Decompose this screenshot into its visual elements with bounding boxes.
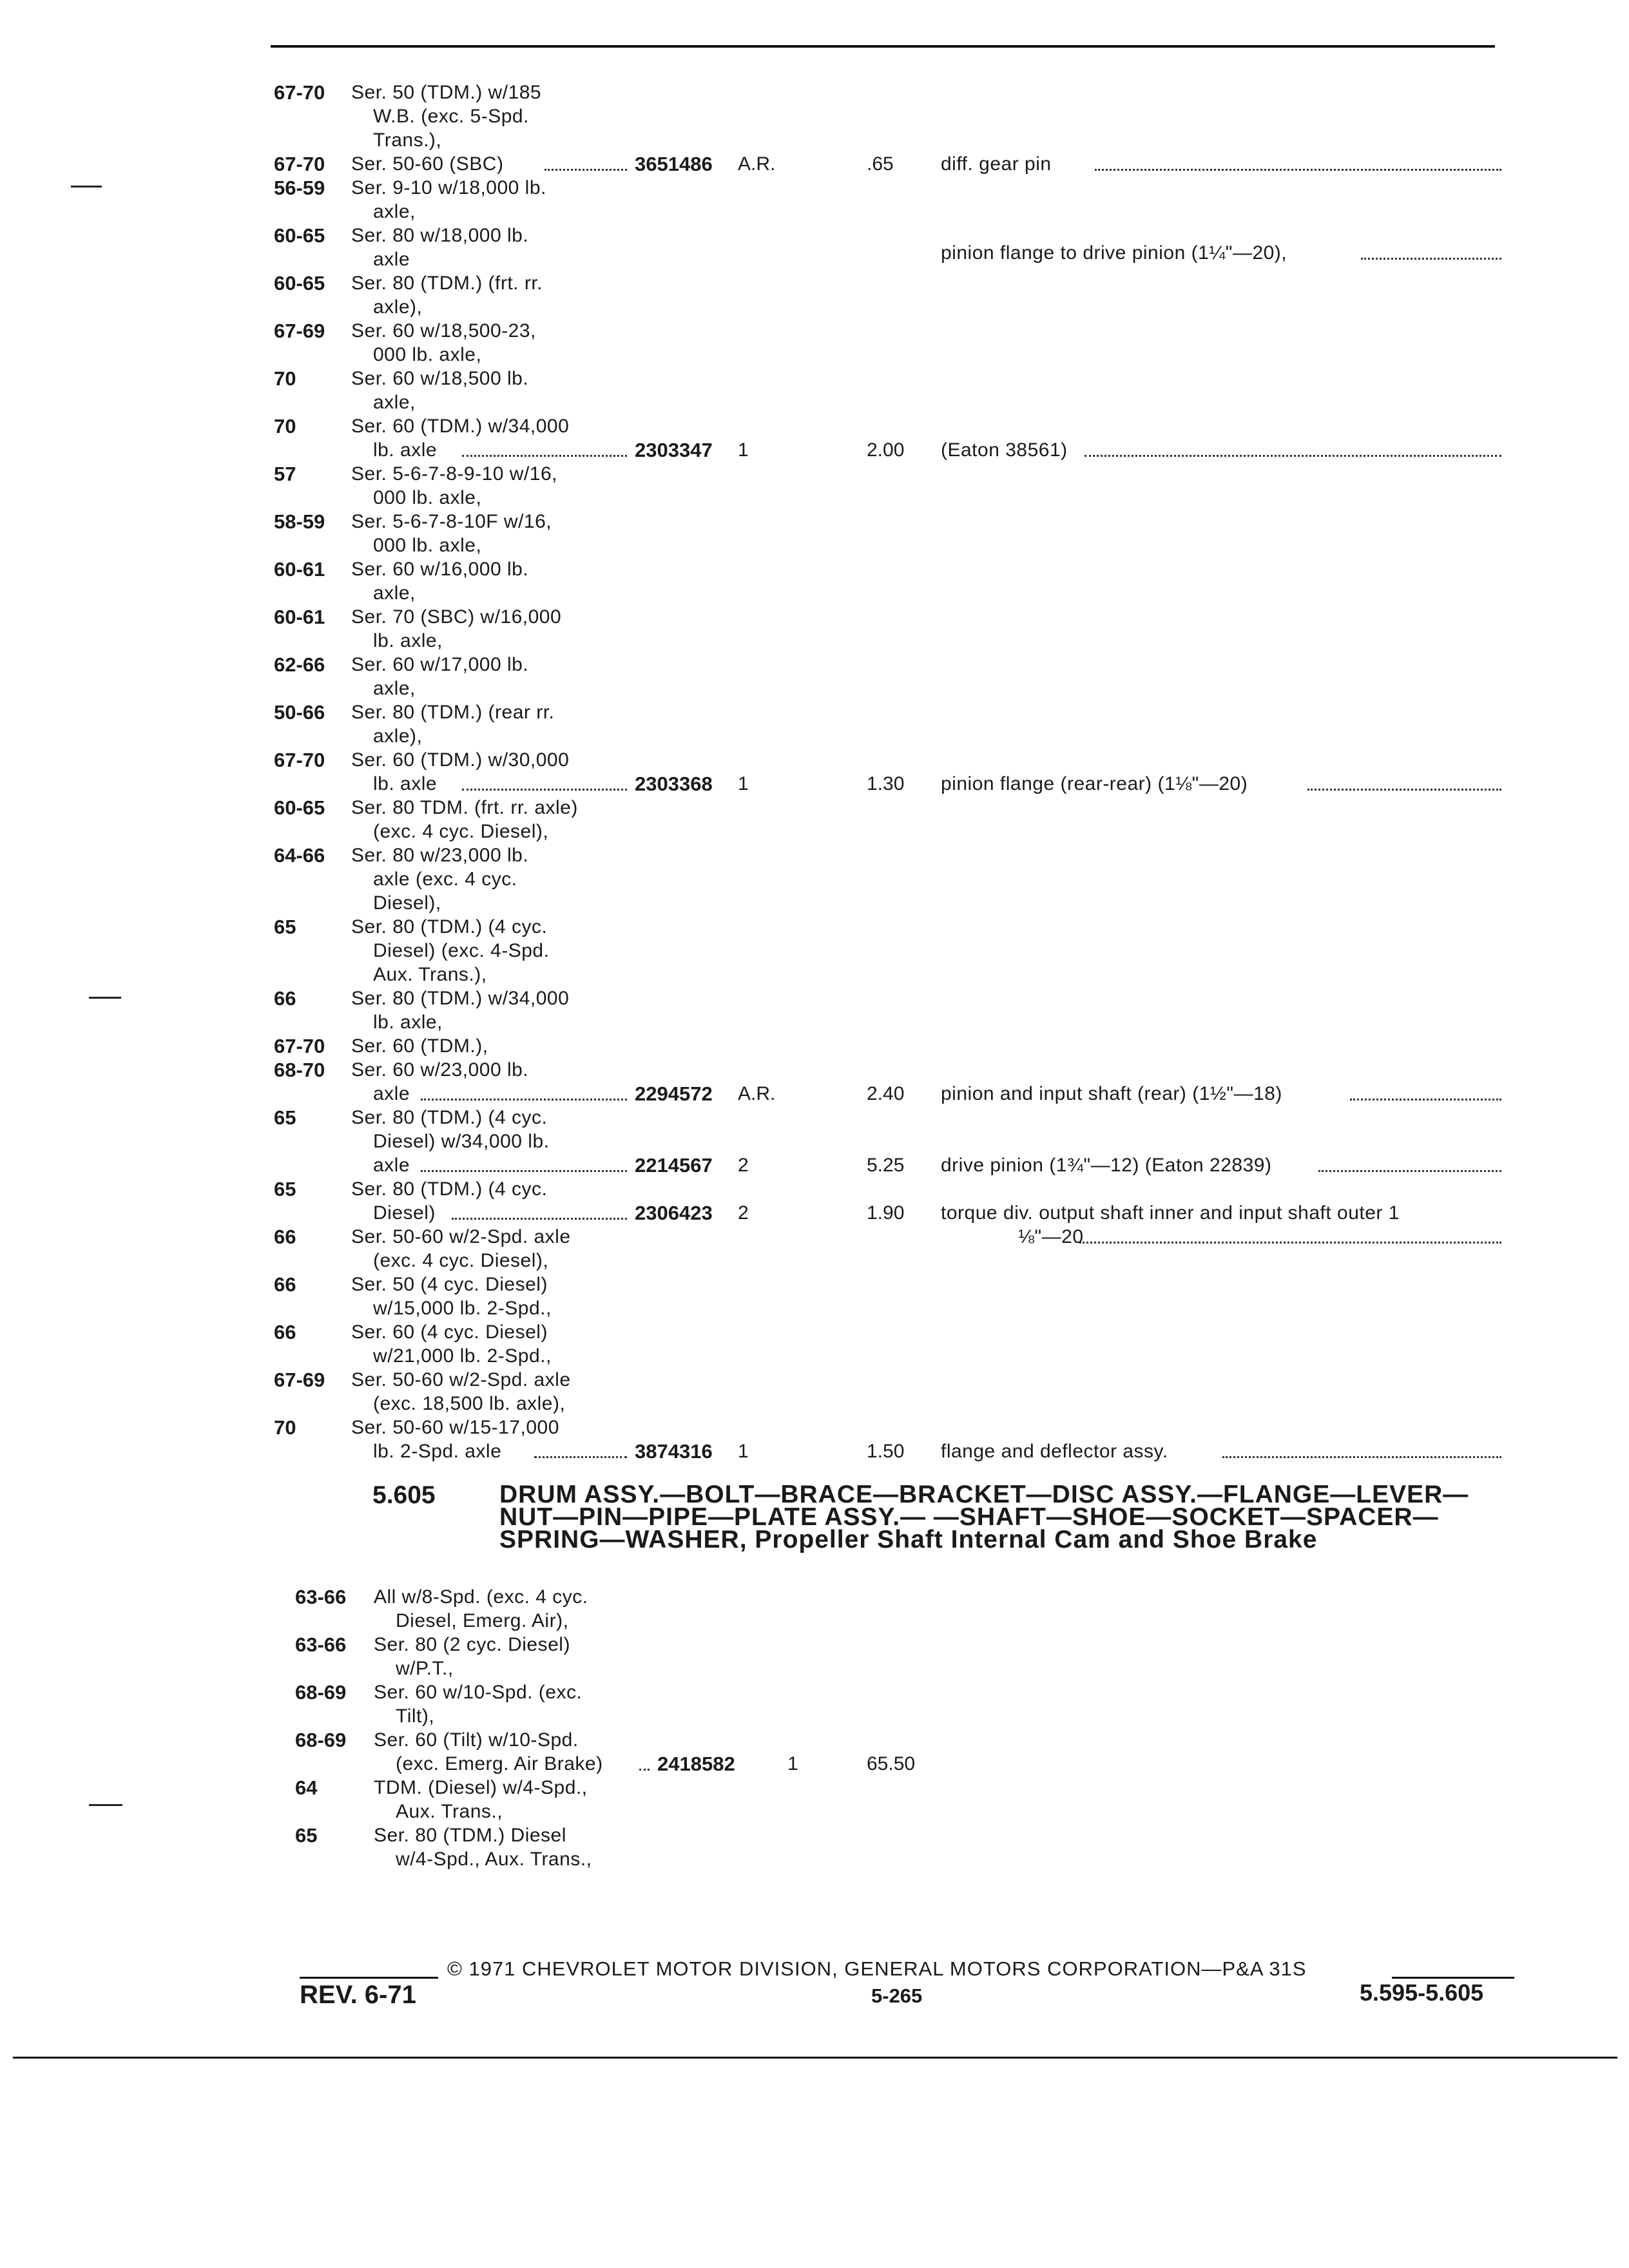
model-years: 62-66 xyxy=(274,653,325,676)
application-description: Ser. 50 (4 cyc. Diesel) xyxy=(351,1274,548,1295)
model-years: 68-69 xyxy=(295,1729,347,1751)
application-description: Ser. 80 (TDM.) Diesel xyxy=(374,1825,566,1846)
application-description: Ser. 80 TDM. (frt. rr. axle) xyxy=(351,797,578,818)
application-description: Ser. 60 w/17,000 lb. xyxy=(351,654,529,675)
quantity: 1 xyxy=(738,439,749,461)
application-description: axle), xyxy=(373,296,423,318)
application-description: Aux. Trans.), xyxy=(373,964,487,985)
application-description: Ser. 5-6-7-8-9-10 w/16, xyxy=(351,463,557,485)
model-years: 68-70 xyxy=(274,1059,325,1081)
application-description: W.B. (exc. 5-Spd. xyxy=(373,106,529,127)
footer-rule-right xyxy=(1392,1977,1514,1979)
leader-dots xyxy=(534,1454,627,1458)
leader-dots xyxy=(1095,166,1501,171)
model-years: 60-61 xyxy=(274,558,325,581)
application-description: lb. axle xyxy=(373,773,438,794)
application-description: Ser. 80 (TDM.) (4 cyc. xyxy=(351,1107,548,1128)
application-description: Ser. 50-60 (SBC) xyxy=(351,153,504,175)
revision-label: REV. 6-71 xyxy=(300,1981,416,2009)
part-number: 3874316 xyxy=(635,1440,713,1463)
application-description: axle, xyxy=(373,392,416,413)
application-description: Ser. 60 (TDM.), xyxy=(351,1035,488,1057)
application-description: lb. axle, xyxy=(373,1012,443,1033)
model-years: 50-66 xyxy=(274,701,325,724)
application-description: Diesel), xyxy=(373,892,441,914)
application-description: w/15,000 lb. 2-Spd., xyxy=(373,1298,552,1319)
bottom-rule xyxy=(13,2057,1617,2059)
leader-dots xyxy=(1222,1454,1501,1458)
leader-dots xyxy=(639,1766,650,1771)
application-description: Ser. 50-60 w/2-Spd. axle xyxy=(351,1226,571,1247)
quantity: 1 xyxy=(787,1753,798,1774)
section-range: 5.595-5.605 xyxy=(1360,1979,1484,2006)
application-description: Ser. 60 w/18,500 lb. xyxy=(351,368,529,389)
model-years: 67-70 xyxy=(274,749,325,771)
margin-mark xyxy=(89,1804,122,1806)
leader-dots xyxy=(452,1215,627,1220)
part-name-continued: ⅛"—20 xyxy=(1018,1226,1084,1247)
application-description: axle, xyxy=(373,582,416,604)
margin-mark xyxy=(89,997,121,999)
model-years: 66 xyxy=(274,1273,296,1296)
model-years: 65 xyxy=(274,916,296,938)
application-description: w/21,000 lb. 2-Spd., xyxy=(373,1345,552,1367)
part-number: 2214567 xyxy=(635,1154,713,1177)
model-years: 70 xyxy=(274,415,296,437)
application-description: axle (exc. 4 cyc. xyxy=(373,869,517,890)
part-name: flange and deflector assy. xyxy=(941,1441,1168,1462)
model-years: 63-66 xyxy=(295,1633,347,1656)
leader-dots xyxy=(1084,452,1502,457)
application-description: axle xyxy=(373,1155,410,1176)
model-years: 60-65 xyxy=(274,796,325,819)
quantity: 1 xyxy=(738,1441,749,1462)
price: 2.40 xyxy=(867,1083,905,1104)
top-rule xyxy=(271,45,1495,48)
application-description: lb. axle xyxy=(373,439,438,461)
model-years: 65 xyxy=(274,1178,296,1200)
application-description: axle, xyxy=(373,201,416,222)
part-name: (Eaton 38561) xyxy=(941,439,1068,461)
footer-rule-left xyxy=(300,1977,438,1979)
price: 1.50 xyxy=(867,1441,905,1462)
application-description: w/P.T., xyxy=(396,1658,454,1679)
application-description: Ser. 5-6-7-8-10F w/16, xyxy=(351,511,552,532)
application-description: axle xyxy=(373,1083,410,1104)
application-description: axle, xyxy=(373,678,416,699)
application-description: lb. axle, xyxy=(373,630,443,651)
application-description: 000 lb. axle, xyxy=(373,535,482,556)
application-description: Ser. 9-10 w/18,000 lb. xyxy=(351,177,546,198)
application-description: Diesel) w/34,000 lb. xyxy=(373,1131,550,1152)
model-years: 70 xyxy=(274,367,296,390)
application-description: (exc. 18,500 lb. axle), xyxy=(373,1393,566,1414)
price: 2.00 xyxy=(867,439,905,461)
model-years: 65 xyxy=(274,1106,296,1129)
part-name: pinion flange to drive pinion (1¼"—20), xyxy=(941,242,1287,264)
quantity: A.R. xyxy=(738,153,776,175)
application-description: Ser. 60 w/10-Spd. (exc. xyxy=(374,1682,583,1703)
model-years: 67-70 xyxy=(274,153,325,175)
application-description: Ser. 50 (TDM.) w/185 xyxy=(351,82,542,103)
model-years: 64-66 xyxy=(274,844,325,867)
leader-dots xyxy=(462,452,627,457)
quantity: 2 xyxy=(738,1202,749,1224)
part-name: pinion flange (rear-rear) (1⅛"—20) xyxy=(941,773,1248,794)
part-number: 2303347 xyxy=(635,439,713,461)
application-description: Ser. 60 w/18,500-23, xyxy=(351,320,536,341)
application-description: lb. 2-Spd. axle xyxy=(373,1441,502,1462)
leader-dots xyxy=(1307,786,1501,791)
application-description: (exc. Emerg. Air Brake) xyxy=(396,1753,603,1774)
price: 1.30 xyxy=(867,773,905,794)
application-description: Ser. 80 (2 cyc. Diesel) xyxy=(374,1634,570,1655)
section-title: DRUM ASSY.—BOLT—BRACE—BRACKET—DISC ASSY.—FLANGE—LEVER—NUT—PIN—PIPE—PLATE ASSY.— —SHAFT—SHOE—SOCKET—SPACER—SPRING—WASHER, Propeller Shaft Internal Cam and Shoe Brake xyxy=(499,1481,1469,1553)
leader-dots xyxy=(545,166,627,171)
application-description: 000 lb. axle, xyxy=(373,344,482,365)
application-description: Ser. 80 (TDM.) (frt. rr. xyxy=(351,273,543,294)
page-number: 5-265 xyxy=(871,1984,923,2007)
application-description: axle), xyxy=(373,726,423,747)
model-years: 66 xyxy=(274,987,296,1010)
quantity: 2 xyxy=(738,1155,749,1176)
application-description: Ser. 50-60 w/15-17,000 xyxy=(351,1417,559,1438)
application-description: Ser. 60 (TDM.) w/30,000 xyxy=(351,749,570,771)
application-description: TDM. (Diesel) w/4-Spd., xyxy=(374,1777,588,1798)
footer-copyright: © 1971 CHEVROLET MOTOR DIVISION, GENERAL MOTORS CORPORATION—P&A 31S xyxy=(447,1957,1307,1980)
application-description: Ser. 60 (TDM.) w/34,000 xyxy=(351,416,570,437)
model-years: 67-70 xyxy=(274,1035,325,1057)
model-years: 57 xyxy=(274,463,296,485)
model-years: 67-70 xyxy=(274,81,325,104)
leader-dots xyxy=(1350,1096,1501,1100)
model-years: 66 xyxy=(274,1225,296,1248)
application-description: Ser. 60 (Tilt) w/10-Spd. xyxy=(374,1729,579,1751)
model-years: 67-69 xyxy=(274,320,325,342)
application-description: Tilt), xyxy=(396,1706,435,1727)
part-name: drive pinion (1¾"—12) (Eaton 22839) xyxy=(941,1155,1272,1176)
model-years: 58-59 xyxy=(274,510,325,533)
part-number: 2303368 xyxy=(635,773,713,795)
application-description: All w/8-Spd. (exc. 4 cyc. xyxy=(374,1586,588,1608)
quantity: A.R. xyxy=(738,1083,776,1104)
part-name: pinion and input shaft (rear) (1½"—18) xyxy=(941,1083,1282,1104)
application-description: Ser. 80 (TDM.) (4 cyc. xyxy=(351,1178,548,1200)
section-number: 5.605 xyxy=(372,1481,436,1509)
application-description: axle xyxy=(373,249,410,270)
leader-dots xyxy=(462,786,627,791)
model-years: 70 xyxy=(274,1416,296,1439)
application-description: 000 lb. axle, xyxy=(373,487,482,508)
application-description: Diesel, Emerg. Air), xyxy=(396,1610,569,1631)
quantity: 1 xyxy=(738,773,749,794)
application-description: Ser. 60 (4 cyc. Diesel) xyxy=(351,1321,548,1343)
price: 1.90 xyxy=(867,1202,905,1224)
application-description: Ser. 70 (SBC) w/16,000 xyxy=(351,606,562,628)
application-description: (exc. 4 cyc. Diesel), xyxy=(373,821,549,842)
application-description: Ser. 80 w/23,000 lb. xyxy=(351,845,529,866)
application-description: Diesel) (exc. 4-Spd. xyxy=(373,940,550,961)
application-description: Ser. 60 w/16,000 lb. xyxy=(351,559,529,580)
model-years: 60-65 xyxy=(274,224,325,247)
application-description: (exc. 4 cyc. Diesel), xyxy=(373,1250,549,1271)
application-description: Ser. 80 w/18,000 lb. xyxy=(351,225,529,246)
leader-dots xyxy=(1361,255,1502,260)
application-description: Diesel) xyxy=(373,1202,436,1224)
leader-dots xyxy=(1318,1168,1502,1172)
model-years: 56-59 xyxy=(274,177,325,199)
application-description: Ser. 80 (TDM.) w/34,000 xyxy=(351,988,570,1009)
price: .65 xyxy=(867,153,894,175)
application-description: w/4-Spd., Aux. Trans., xyxy=(396,1849,592,1870)
part-number: 3651486 xyxy=(635,153,713,175)
application-description: Ser. 80 (TDM.) (rear rr. xyxy=(351,702,555,723)
margin-mark xyxy=(71,186,102,187)
part-number: 2306423 xyxy=(635,1202,713,1224)
application-description: Ser. 60 w/23,000 lb. xyxy=(351,1059,529,1081)
model-years: 68-69 xyxy=(295,1681,347,1704)
model-years: 63-66 xyxy=(295,1586,347,1608)
price: 5.25 xyxy=(867,1155,905,1176)
part-name: torque div. output shaft inner and input shaft outer 1 xyxy=(941,1202,1400,1224)
model-years: 67-69 xyxy=(274,1369,325,1391)
part-name: diff. gear pin xyxy=(941,153,1052,175)
price: 65.50 xyxy=(867,1753,916,1774)
part-number: 2418582 xyxy=(657,1753,735,1775)
model-years: 64 xyxy=(295,1776,318,1799)
model-years: 66 xyxy=(274,1321,296,1343)
model-years: 65 xyxy=(295,1824,318,1847)
leader-dots xyxy=(1079,1239,1501,1244)
application-description: Ser. 50-60 w/2-Spd. axle xyxy=(351,1369,571,1390)
leader-dots xyxy=(421,1096,627,1100)
leader-dots xyxy=(421,1168,627,1172)
application-description: Trans.), xyxy=(373,130,442,151)
model-years: 60-65 xyxy=(274,272,325,294)
application-description: Aux. Trans., xyxy=(396,1801,503,1822)
application-description: Ser. 80 (TDM.) (4 cyc. xyxy=(351,916,548,937)
part-number: 2294572 xyxy=(635,1082,713,1105)
model-years: 60-61 xyxy=(274,606,325,628)
